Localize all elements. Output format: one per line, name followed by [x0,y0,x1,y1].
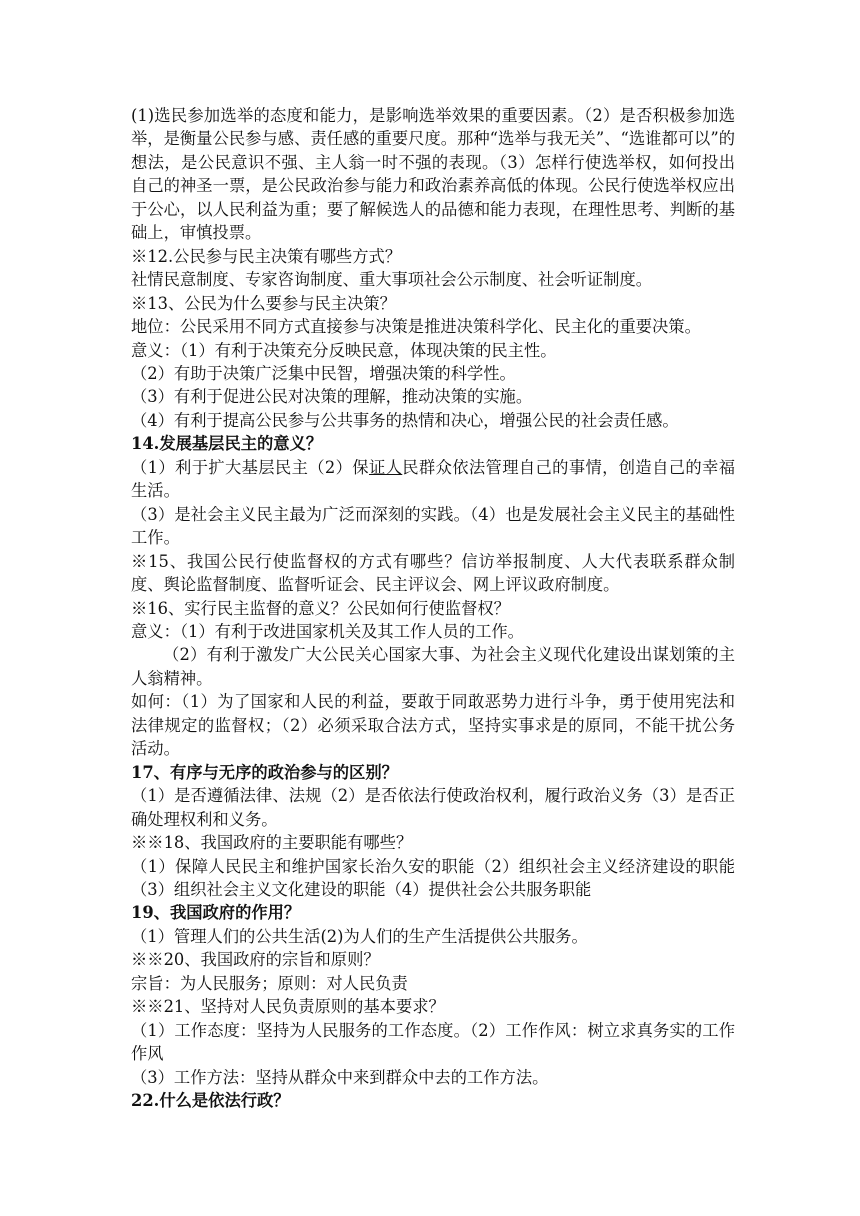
answer-18: （1）保障人民民主和维护国家长治久安的职能（2）组织社会主义经济建设的职能（3）组织社会主义文化建设的职能（4）提供社会公共服务职能 [131,856,735,899]
answer-13-meaning-3: （3）有利于促进公民对决策的理解，推动决策的实施。 [131,387,533,407]
answer-13-meaning-4: （4）有利于提高公民参与公共事务的热情和决心，增强公民的社会责任感。 [131,410,679,430]
question-22: 22.什么是依法行政？ [131,1091,290,1111]
answer-16-how: 如何：（1）为了国家和人民的利益，要敢于同敢恶势力进行斗争，勇于使用宪法和法律规定的监督权；（2）必须采取合法方式，坚持实事求是的原同，不能干扰公务活动。 [131,692,735,759]
answer-14-prefix: （1）利于扩大基层民主（2）保 [131,457,369,477]
answer-12: 社情民意制度、专家咨询制度、重大事项社会公示制度、社会听证制度。 [131,270,653,290]
answer-20: 宗旨：为人民服务；原则：对人民负责 [131,973,408,993]
answer-13-status: 地位：公民采用不同方式直接参与决策是推进决策科学化、民主化的重要决策。 [131,317,701,337]
answer-14-part-1 [131,456,735,503]
answer-16-meaning-1: 意义：（1）有利于改进国家机关及其工作人员的工作。 [131,621,524,641]
question-12: ※12.公民参与民主决策有哪些方式？ [131,246,402,266]
question-13: ※13、公民为什么要参与民主决策？ [131,293,396,313]
answer-21-part-1: （1）工作态度：坚持为人民服务的工作态度。（2）工作作风：树立求真务实的工作作风 [131,1020,735,1064]
question-16: ※16、实行民主监督的意义？公民如何行使监督权？ [131,598,510,618]
answer-14-suffix: 民群众依法管理自己的事情，创造自己的幸福生活。 [131,457,735,501]
question-14: 14.发展基层民主的意义？ [131,434,323,454]
question-17: 17、有序与无序的政治参与的区别？ [131,762,398,782]
question-15-with-answer: ※15、我国公民行使监督权的方式有哪些？信访举报制度、人大代表联系群众制度、舆论监督制度、监督听证会、民主评议会、网上评议政府制度。 [131,551,735,595]
underlined-text: 证人 [368,457,403,477]
document-page [131,104,735,1112]
answer-14-part-2: （3）是社会主义民主最为广泛而深刻的实践。（4）也是发展社会主义民主的基础性工作。 [131,504,735,548]
question-19: 19、我国政府的作用？ [131,903,301,923]
answer-21-part-2: （3）工作方法：坚持从群众中来到群众中去的工作方法。 [131,1067,549,1087]
answer-17: （1）是否遵循法律、法规（2）是否依法行使政治权利，履行政治义务（3）是否正确处理权利和义务。 [131,786,735,829]
answer-16-meaning-2: （2）有利于激发广大公民关心国家大事、为社会主义现代化建设出谋划策的主人翁精神。 [131,645,735,688]
answer-13-meaning-1: 意义：（1）有利于决策充分反映民意，体现决策的民主性。 [131,340,557,360]
question-20: ※※20、我国政府的宗旨和原则？ [131,950,380,970]
question-18: ※※18、我国政府的主要职能有哪些？ [131,833,413,853]
answer-19: （1）管理人们的公共生活(2)为人们的生产生活提供公共服务。 [131,926,588,946]
question-21: ※※21、坚持对人民负责原则的基本要求？ [131,997,445,1017]
answer-13-meaning-2: （2）有助于决策广泛集中民智，增强决策的科学性。 [131,363,516,383]
paragraph-voter-participation: (1)选民参加选举的态度和能力，是影响选举效果的重要因素。（2）是否积极参加选举，是衡量公民参与感、责任感的重要尺度。那种“选举与我无关”、“选谁都可以”的想法，是公民意识不强、主人翁一时不强的表现。（3）怎样行使选举权，如何投出自己的神圣一票，是公民政治参与能力和政治素养高低的体现。公民行使选举权应出于公心，以人民利益为重；要了解候选人的品德和能力表现，在理性思考、判断的基础上，审慎投票。 [131,106,735,243]
